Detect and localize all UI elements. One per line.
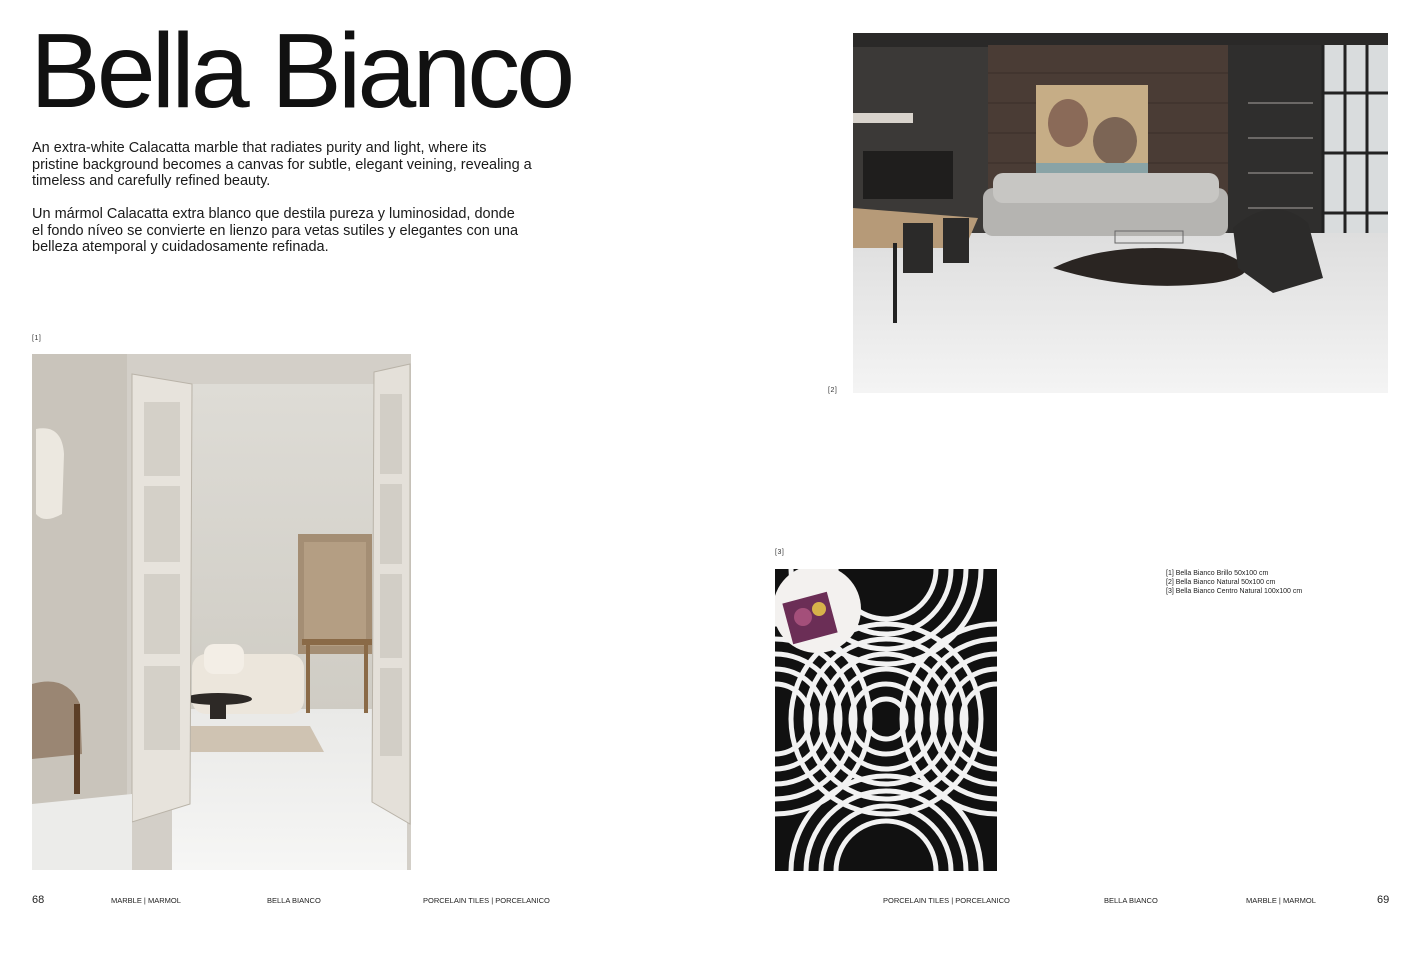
footer-left-section: MARBLE | MARMOL bbox=[111, 896, 181, 905]
photo-doorway-living-room bbox=[32, 354, 411, 870]
caption-2: [2] Bella Bianco Natural 50x100 cm bbox=[1166, 579, 1276, 586]
page-number-right: 69 bbox=[1377, 894, 1390, 906]
page-title: Bella Bianco bbox=[30, 12, 572, 130]
photo-patterned-floor-tile bbox=[775, 569, 997, 871]
footer-left-product: BELLA BIANCO bbox=[267, 896, 321, 905]
caption-3: [3] Bella Bianco Centro Natural 100x100 cm bbox=[1166, 588, 1303, 595]
intro-spanish: Un mármol Calacatta extra blanco que destila pureza y luminosidad, donde el fondo níveo se convierte en lienzo para vetas sutiles y elegantes con una belleza atemporal y cuidadosamente refinada. bbox=[32, 206, 519, 255]
footer-right-section: MARBLE | MARMOL bbox=[1246, 896, 1316, 905]
intro-english: An extra-white Calacatta marble that radiates purity and light, where its pristine background becomes a canvas for subtle, elegant veining, revealing a timeless and carefully refined beauty. bbox=[32, 140, 532, 189]
caption-1: [1] Bella Bianco Brillo 50x100 cm bbox=[1166, 570, 1269, 577]
page-number-left: 68 bbox=[32, 894, 45, 906]
figure-tag-2: [2] bbox=[828, 387, 838, 394]
figure-tag-1: [1] bbox=[32, 335, 42, 342]
footer-right-product: BELLA BIANCO bbox=[1104, 896, 1158, 905]
figure-tag-3: [3] bbox=[775, 549, 785, 556]
photo-loft-living-room bbox=[853, 33, 1388, 393]
figure-captions bbox=[1166, 569, 1302, 596]
footer-left-category: PORCELAIN TILES | PORCELANICO bbox=[423, 896, 550, 905]
footer-right-category: PORCELAIN TILES | PORCELANICO bbox=[883, 896, 1010, 905]
